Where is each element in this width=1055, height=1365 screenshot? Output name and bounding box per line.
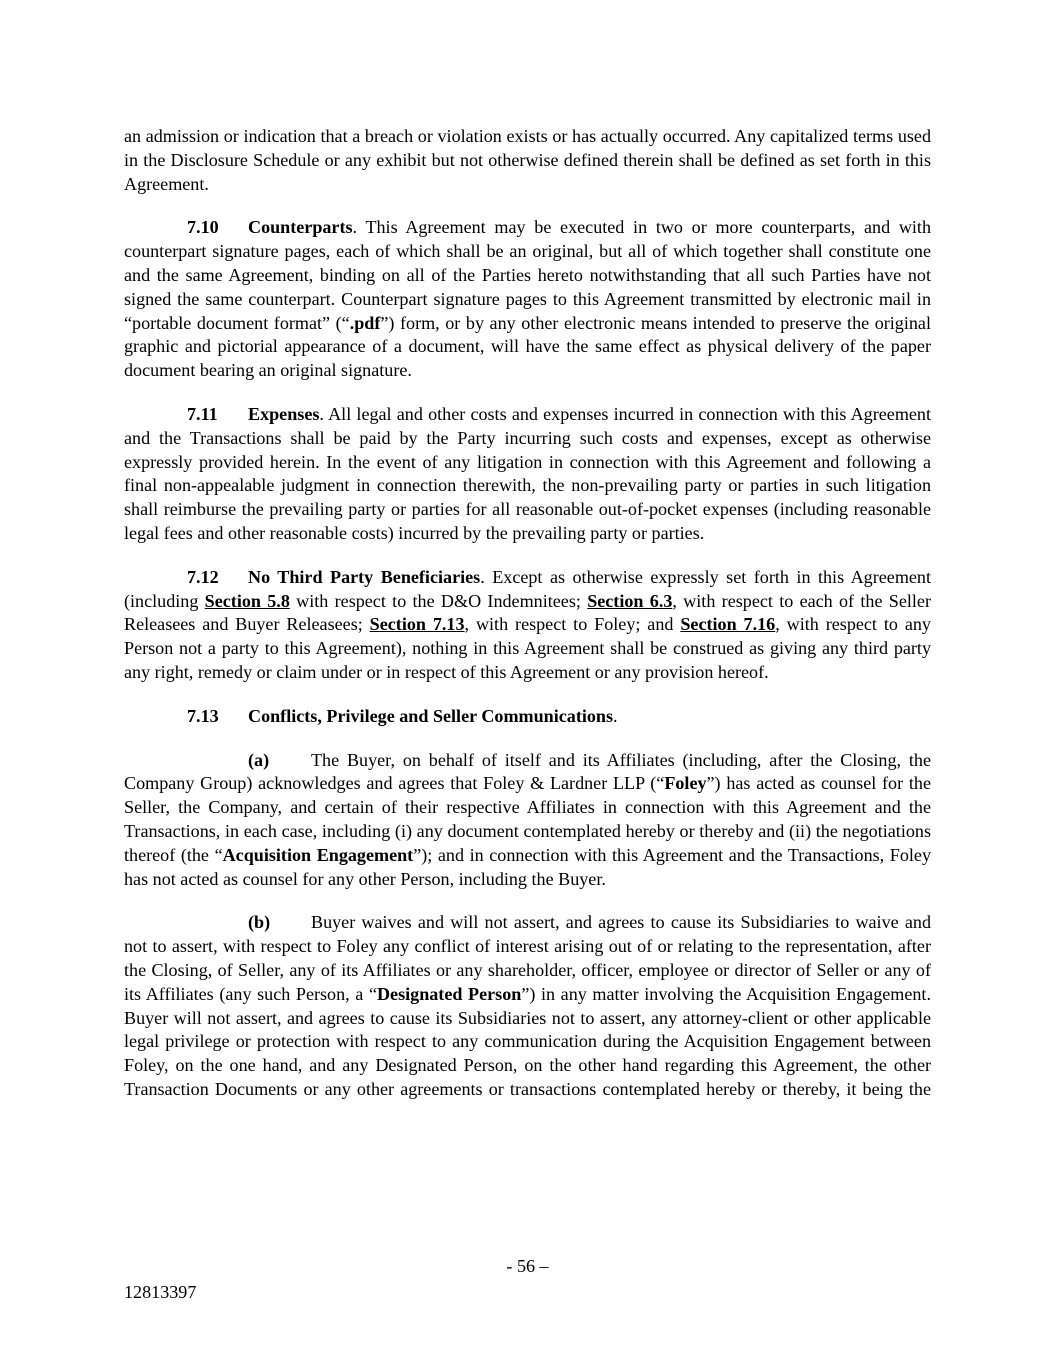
section-7-13 — [124, 705, 931, 729]
paragraph-intro — [124, 125, 931, 196]
section-text: Buyer waives and will not assert, and agrees to cause its Subsidiaries to waive and not to assert, with respect to Foley any conflict of interest arising out of or relating to the representation, after the Closing, of Seller, any of its Affiliates or any shareholder, officer, employee or director of Seller or any of its Affiliates (any such Person, a “ — [124, 912, 931, 1004]
section-7-11 — [124, 403, 931, 546]
section-text: ”) has acted as counsel for the Seller, the Company, and certain of their respective Affiliates in connection with this Agreement and the Transactions, in each case, including (i) any document contemplated hereby or thereby and (ii) the negotiations thereof (the “ — [124, 773, 931, 865]
section-text: . All legal and other costs and expenses incurred in connection with this Agreement and the Transactions shall be paid by the Party incurring such costs and expenses, except as otherwise expressly provided herein. In the event of any litigation in connection with this Agreement and following a final non-appealable judgment in connection therewith, the non-prevailing party or parties in such litigation shall reimburse the prevailing party or parties for all reasonable out-of-pocket expenses (including reasonable legal fees and other reasonable costs) incurred by the prevailing party or parties. — [124, 403, 931, 543]
section-text: , with respect to each of the Seller Releasees and Buyer Releasees; — [124, 590, 931, 635]
section-text: . This Agreement may be executed in two or more counterparts, and with counterpart signature pages, each of which shall be an original, but all of which together shall constitute one and the same Agreement, binding on all of the Parties hereto notwithstanding that all such Parties have not signed the same counterpart. Counterpart signature pages to this Agreement transmitted by electronic mail in “portable document format” (“ — [124, 217, 931, 333]
defined-term: Designated Person — [376, 983, 522, 1004]
section-text: . Except as otherwise expressly set forth in this Agreement (including — [124, 566, 931, 611]
section-text: . — [613, 705, 618, 726]
section-number: 7.13 — [187, 705, 219, 726]
document-id: 12813397 — [124, 1282, 197, 1302]
subsection-7-13-a — [124, 749, 931, 892]
section-number: 7.11 — [187, 403, 218, 424]
defined-term: .pdf — [349, 312, 381, 333]
section-number: 7.12 — [187, 566, 219, 587]
subsection-label: (a) — [248, 749, 270, 770]
section-reference: Section 7.16 — [680, 614, 776, 635]
section-heading: Counterparts — [248, 217, 353, 238]
document-body — [124, 125, 931, 1122]
defined-term: Foley — [664, 773, 707, 794]
defined-term: Acquisition Engagement — [222, 844, 414, 865]
section-text: , with respect to any Person not a party to this Agreement), nothing in this Agreement shall be construed as giving any third party any right, remedy or claim under or in respect of this Agreement or any provision hereof. — [124, 614, 931, 682]
section-text: ”) form, or by any other electronic means intended to preserve the original graphic and pictorial appearance of a document, will have the same effect as physical delivery of the paper document bearing an original signature. — [124, 312, 931, 381]
section-7-12 — [124, 566, 931, 685]
section-text: , with respect to Foley; and — [464, 614, 681, 635]
subsection-label: (b) — [248, 912, 271, 933]
paragraph-text: an admission or indication that a breach or violation exists or has actually occurred. Any capitalized terms used in the Disclosure Schedule or any exhibit but not otherwise defined therein shall be defined as set forth in this Agreement. — [124, 126, 931, 194]
section-reference: Section 7.13 — [369, 614, 465, 635]
section-heading: Conflicts, Privilege and Seller Communications — [248, 705, 614, 726]
section-text: with respect to the D&O Indemnitees; — [289, 590, 588, 611]
section-heading: Expenses — [248, 403, 320, 424]
section-text: ”); and in connection with this Agreement and the Transactions, Foley has not acted as counsel for any other Person, including the Buyer. — [124, 844, 931, 889]
section-heading: No Third Party Beneficiaries — [248, 566, 481, 587]
subsection-7-13-b — [124, 911, 931, 1101]
section-7-10 — [124, 216, 931, 383]
section-reference: Section 5.8 — [204, 590, 290, 611]
section-number: 7.10 — [187, 217, 219, 238]
page-number: - 56 – — [506, 1256, 549, 1276]
section-text: ”) in any matter involving the Acquisition Engagement. Buyer will not assert, and agrees to cause its Subsidiaries not to assert, any attorney-client or other applicable legal privilege or protection with respect to any communication during the Acquisition Engagement between Foley, on the one hand, and any Designated Person, on the other hand regarding this Agreement, the other Transaction Documents or any other agreements or transactions contemplated hereby or thereby, it being the — [124, 983, 931, 1099]
section-text: The Buyer, on behalf of itself and its Affiliates (including, after the Closing, the Company Group) acknowledges and agrees that Foley & Lardner LLP (“ — [124, 749, 931, 794]
section-reference: Section 6.3 — [587, 590, 673, 611]
